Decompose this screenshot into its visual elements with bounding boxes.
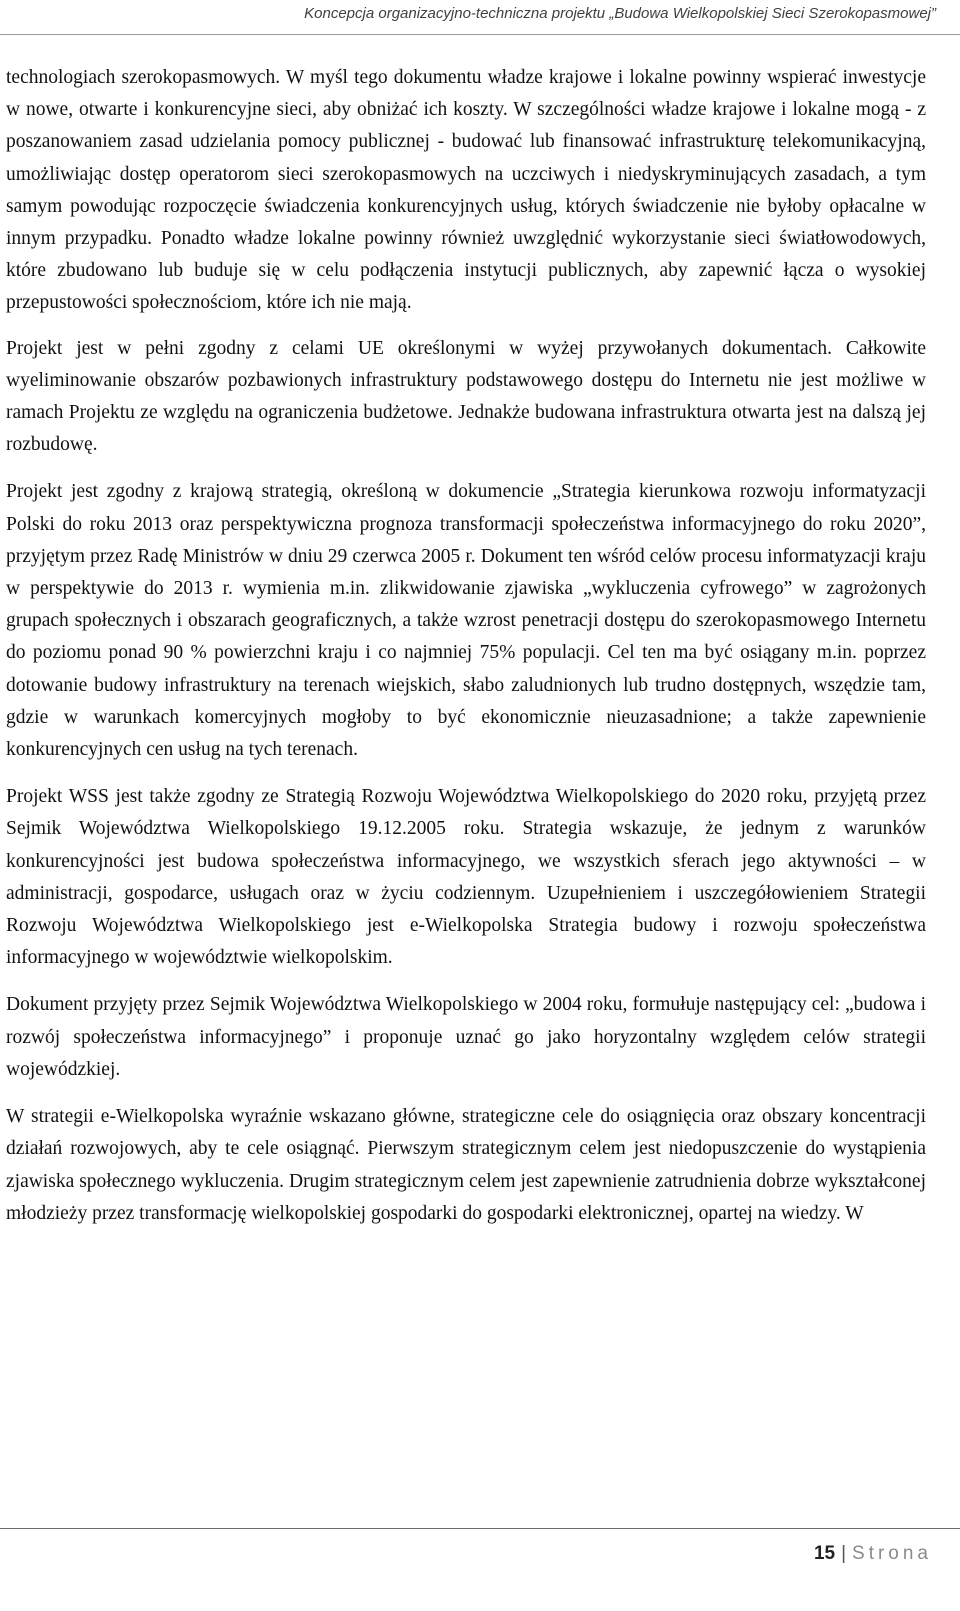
body-text — [6, 62, 926, 1230]
page-label: Strona — [852, 1543, 932, 1564]
header-title: Koncepcja organizacyjno-techniczna projektu „Budowa Wielkopolskiej Sieci Szerokopasmowej” — [304, 5, 936, 22]
paragraph: Projekt jest zgodny z krajową strategią, określoną w dokumencie „Strategia kierunkowa rozwoju informatyzacji Polski do roku 2013 oraz perspektywiczna prognoza transformacji społeczeństwa informacyjnego do roku 2020”, przyjętym przez Radę Ministrów w dniu 29 czerwca 2005 r. Dokument ten wśród celów procesu informatyzacji kraju w perspektywie do 2013 r. wymienia m.in. zlikwidowanie zjawiska „wykluczenia cyfrowego” w zagrożonych grupach społecznych i obszarach geograficznych, a także wzrost penetracji dostępu do szerokopasmowego Internetu do poziomu ponad 90 % powierzchni kraju i co najmniej 75% populacji. Cel ten ma być osiągany m.in. poprzez dotowanie budowy infrastruktury na terenach wiejskich, słabo zaludnionych lub trudno dostępnych, wszędzie tam, gdzie w warunkach komercyjnych mogłoby to być ekonomicznie nieuzasadnione; a także zapewnienie konkurencyjnych cen usług na tych terenach. — [6, 481, 926, 761]
paragraph: W strategii e-Wielkopolska wyraźnie wskazano główne, strategiczne cele do osiągnięcia oraz obszary koncentracji działań rozwojowych, aby te cele osiągnąć. Pierwszym strategicznym celem jest niedopuszczenie do wystąpienia zjawiska społecznego wykluczenia. Drugim strategicznym celem jest zapewnienie zatrudnienia dobrze wykształconej młodzieży przez transformację wielkopolskiej gospodarki do gospodarki elektronicznej, opartej na wiedzy. W — [6, 1106, 926, 1224]
page-number: 15 — [813, 1543, 836, 1564]
footer-separator: | — [841, 1543, 847, 1564]
paragraph: Dokument przyjęty przez Sejmik Województwa Wielkopolskiego w 2004 roku, formułuje następujący cel: „budowa i rozwój społeczeństwa informacyjnego” i proponuje uznać go jako horyzontalny względem celów strategii wojewódzkiej. — [6, 994, 926, 1080]
page-footer — [814, 1543, 932, 1565]
paragraph: Projekt WSS jest także zgodny ze Strategią Rozwoju Województwa Wielkopolskiego do 2020 roku, przyjętą przez Sejmik Województwa Wielkopolskiego 19.12.2005 roku. Strategia wskazuje, że jednym z warunków konkurencyjności jest budowa społeczeństwa informacyjnego, we wszystkich sferach jego aktywności – w administracji, gospodarce, usługach oraz w życiu codziennym. Uzupełnieniem i uszczegółowieniem Strategii Rozwoju Województwa Wielkopolskiego jest e-Wielkopolska Strategia budowy i rozwoju społeczeństwa informacyjnego w województwie wielkopolskim. — [6, 786, 926, 969]
paragraph: Projekt jest w pełni zgodny z celami UE określonymi w wyżej przywołanych dokumentach. Całkowite wyeliminowanie obszarów pozbawionych infrastruktury podstawowego dostępu do Internetu nie jest możliwe w ramach Projektu ze względu na ograniczenia budżetowe. Jednakże budowana infrastruktura otwarta jest na dalszą jej rozbudowę. — [6, 337, 926, 456]
page-header — [0, 0, 960, 35]
paragraph: technologiach szerokopasmowych. W myśl tego dokumentu władze krajowe i lokalne powinny wspierać inwestycje w nowe, otwarte i konkurencyjne sieci, aby obniżać ich koszty. W szczególności władze krajowe i lokalne mogą - z poszanowaniem zasad udzielania pomocy publicznej - budować lub finansować infrastrukturę telekomunikacyjną, umożliwiając dostęp operatorom sieci szerokopasmowych na uczciwych i niedyskryminujących zasadach, a tym samym powodując rozpoczęcie świadczenia konkurencyjnych usług, których świadczenie nie byłoby opłacalne w innym przypadku. Ponadto władze lokalne powinny również uwzględnić wykorzystanie sieci światłowodowych, które zbudowano lub buduje się w celu podłączenia instytucji publicznych, aby zapewnić łącza o wysokiej przepustowości społecznościom, które ich nie mają. — [6, 67, 926, 314]
footer-rule — [0, 1528, 960, 1529]
